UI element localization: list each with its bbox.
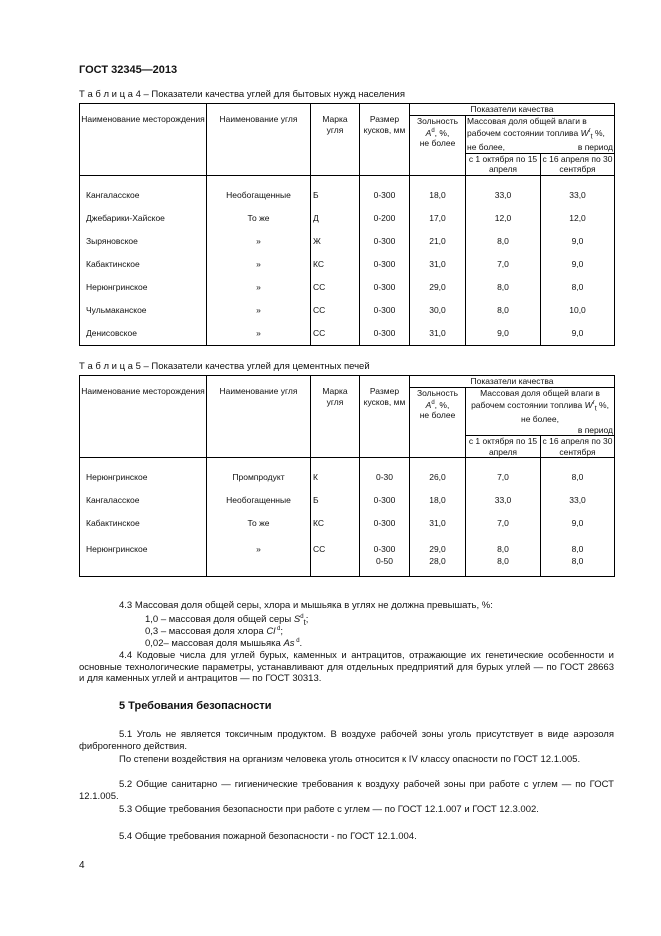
cell-moisture-summer: 8,0 [541,535,615,556]
page-number: 4 [79,860,85,871]
cell-moisture-winter: 8,0 [466,535,541,556]
cell-moisture-summer: 12,0 [541,207,615,230]
cell-moisture-winter: 7,0 [466,458,541,490]
cell-deposit: Чульмаканское [80,299,207,322]
cell-moisture-winter: 7,0 [466,253,541,276]
cell-grade: Б [311,175,360,207]
cell-moisture-summer: 33,0 [541,489,615,512]
paragraph-4-3: 4.3 Массовая доля общей серы, хлора и мышьяка в углях не должна превышать, %: [119,600,493,611]
cell-deposit: Кангаласское [80,489,207,512]
cell-moisture-summer: 10,0 [541,299,615,322]
cell-moisture-winter: 33,0 [466,489,541,512]
quality-header: Показатели качества [410,376,615,388]
cell-size: 0-300 [360,175,410,207]
cell-moisture-winter: 33,0 [466,175,541,207]
cell-moisture-winter: 8,0 [466,276,541,299]
cell-moisture-summer: 9,0 [541,322,615,346]
limit-chlorine: 0,3 – массовая доля хлора Cl $^d$; [145,626,283,638]
cell-grade: СС [311,276,360,299]
col-period-start: с 1 октября по 15 апреля [466,436,541,458]
table-row [80,299,615,322]
cell-deposit: Нерюнгринское [80,535,207,556]
cell-deposit: Зыряновское [80,230,207,253]
paragraph-5-4: 5.4 Общие требования пожарной безопасности - по ГОСТ 12.1.004. [119,831,417,842]
table-row [80,512,615,535]
table-row [80,276,615,299]
cell-grade: СС [311,299,360,322]
cell-coal: Промпродукт [207,458,311,490]
cell-ash: 21,0 [410,230,466,253]
cell-grade: КС [311,512,360,535]
cell-grade: Б [311,489,360,512]
cell-moisture-winter: 8,0 [466,299,541,322]
cell-coal [207,556,311,577]
cell-size: 0-300 [360,230,410,253]
limit-arsenic: 0,02– массовая доля мышьяка As $^d$. [145,638,303,650]
quality-header: Показатели качества [410,104,615,116]
cell-moisture-summer: 8,0 [541,458,615,490]
col-moisture-header: Массовая доля общей влаги в рабочем состоянии топлива $W^r_t$ %, не более, в период [466,387,615,436]
cell-deposit: Денисовское [80,322,207,346]
col-grade-header: Марка угля [311,104,360,176]
col-coal-header: Наименование угля [207,104,311,176]
cell-coal: Необогащенные [207,489,311,512]
col-coal-header: Наименование угля [207,376,311,458]
cell-coal: » [207,276,311,299]
col-period-end: с 16 апреля по 30 сентября [542,153,613,175]
cell-coal: То же [207,207,311,230]
cell-grade: Ж [311,230,360,253]
table-row [80,175,615,207]
col-deposit-header: Наименование месторождения [80,376,207,458]
cell-size: 0-30 [360,458,410,490]
cell-deposit: Нерюнгринское [80,276,207,299]
cell-ash: 29,0 [410,276,466,299]
cell-grade: СС [311,535,360,556]
cell-size: 0-300 [360,535,410,556]
col-ash-header: Зольность $A^d$, %, не более [410,387,466,458]
cell-ash: 31,0 [410,512,466,535]
cell-moisture-winter: 9,0 [466,322,541,346]
cell-size: 0-300 [360,276,410,299]
col-period-end: с 16 апреля по 30 сентября [542,436,613,457]
cell-ash: 18,0 [410,489,466,512]
cell-deposit: Кангаласское [80,175,207,207]
paragraph-4-4: 4.4 Кодовые числа для углей бурых, каменных и антрацитов, отражающие их генетические особенности и основные технологические параметры, устанавливают для отдельных предприятий для бурых углей — по ГОСТ 28663 и для каменных углей и антрацитов — по ГОСТ 30313. [79,650,614,684]
table5-caption: Т а б л и ц а 5 – Показатели качества углей для цементных печей [79,361,370,372]
cell-coal: Необогащенные [207,175,311,207]
cell-moisture-summer: 8,0 [541,556,615,577]
cell-ash: 31,0 [410,253,466,276]
cell-deposit: Нерюнгринское [80,458,207,490]
cell-moisture-winter: 8,0 [466,230,541,253]
cell-moisture-winter: 12,0 [466,207,541,230]
cell-moisture-summer: 9,0 [541,253,615,276]
table-row [80,253,615,276]
cell-moisture-summer: 8,0 [541,276,615,299]
table-row [80,230,615,253]
cell-coal: » [207,230,311,253]
col-size-header: Размер кусков, мм [360,376,410,458]
cell-ash: 28,0 [410,556,466,577]
cell-coal: » [207,299,311,322]
cell-deposit: Кабактинское [80,253,207,276]
cell-ash: 31,0 [410,322,466,346]
table-row [80,489,615,512]
paragraph-5-2: 5.2 Общие санитарно — гигиенические требования к воздуху рабочей зоны при работе с углем — по ГОСТ 12.1.005. [79,779,614,802]
cell-moisture-summer: 9,0 [541,512,615,535]
table-row [80,458,615,490]
cell-grade: СС [311,322,360,346]
table5 [79,375,615,577]
cell-size: 0-300 [360,512,410,535]
cell-ash: 17,0 [410,207,466,230]
paragraph-5-1-class: По степени воздействия на организм человека уголь относится к IV классу опасности по ГОСТ 12.1.005. [119,754,581,765]
cell-size: 0-300 [360,253,410,276]
table-row [80,556,615,577]
table-row [80,535,615,556]
cell-moisture-summer: 9,0 [541,230,615,253]
cell-moisture-winter: 7,0 [466,512,541,535]
cell-ash: 29,0 [410,535,466,556]
cell-grade [311,556,360,577]
cell-coal: » [207,253,311,276]
cell-grade: Д [311,207,360,230]
cell-moisture-summer: 33,0 [541,175,615,207]
cell-grade: КС [311,253,360,276]
cell-ash: 18,0 [410,175,466,207]
paragraph-5-3: 5.3 Общие требования безопасности при работе с углем — по ГОСТ 12.1.007 и ГОСТ 12.3.002. [119,804,539,815]
table4 [79,103,615,346]
table-row [80,322,615,346]
col-period-start: с 1 октября по 15 апреля [466,153,541,175]
col-ash-header: Зольность $A^d$, %, не более [410,115,466,175]
table4-caption: Т а б л и ц а 4 – Показатели качества углей для бытовых нужд населения [79,89,405,100]
col-moisture-header: Массовая доля общей влаги в рабочем состоянии топлива $W^r_t$ %, не более, в период [467,115,614,153]
cell-coal: » [207,535,311,556]
cell-deposit: Кабактинское [80,512,207,535]
cell-ash: 30,0 [410,299,466,322]
col-size-header: Размер кусков, мм [360,104,410,176]
table-row [80,207,615,230]
col-deposit-header: Наименование месторождения [80,104,207,176]
cell-size: 0-300 [360,489,410,512]
cell-size: 0-50 [360,556,410,577]
cell-moisture-winter: 8,0 [466,556,541,577]
cell-grade: К [311,458,360,490]
cell-ash: 26,0 [410,458,466,490]
cell-size: 0-300 [360,322,410,346]
col-grade-header: Марка угля [311,376,360,458]
cell-deposit: Джебарики-Хайское [80,207,207,230]
cell-size: 0-200 [360,207,410,230]
cell-coal: » [207,322,311,346]
cell-coal: То же [207,512,311,535]
cell-deposit [80,556,207,577]
paragraph-5-1: 5.1 Уголь не является токсичным продуктом. В воздухе рабочей зоны уголь присутствует в виде аэрозоля фиброгенного действия. [79,729,614,752]
limit-sulfur: 1,0 – массовая доля общей серы $S^d_t$; [145,614,309,628]
section-5-title: 5 Требования безопасности [119,700,272,712]
document-header: ГОСТ 32345—2013 [79,64,178,76]
cell-size: 0-300 [360,299,410,322]
